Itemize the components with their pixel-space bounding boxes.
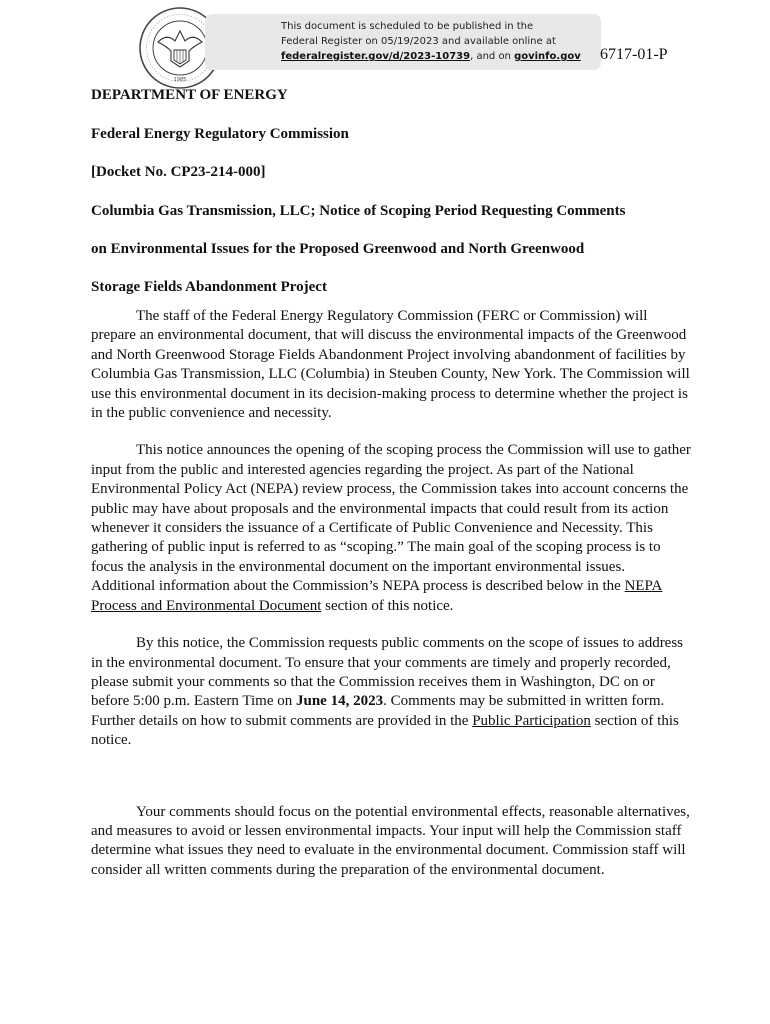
comment-deadline: June 14, 2023 bbox=[295, 693, 384, 710]
billing-code: 6717-01-P bbox=[600, 46, 668, 63]
govinfo-link[interactable]: govinfo.gov bbox=[514, 51, 581, 62]
notice-body bbox=[91, 86, 691, 880]
paragraph-2-end: section of this notice. bbox=[321, 597, 454, 614]
docket-number: [Docket No. CP23-214-000] bbox=[91, 164, 266, 180]
banner-line-1: This document is scheduled to be published in the bbox=[281, 21, 534, 32]
notice-title-line-3: Storage Fields Abandonment Project bbox=[91, 279, 327, 295]
banner-line-3 bbox=[281, 49, 601, 64]
seal-year: 1985 bbox=[173, 77, 187, 83]
notice-title-line-1: Columbia Gas Transmission, LLC; Notice of Scoping Period Requesting Comments bbox=[91, 202, 626, 219]
paragraph-3-text: By this notice, the Commission requests public comments on the scope of issues to address in the environmental document. To ensure that your comments are timely and properly recorded, please submit your comments so that the Commission receives them in Washington, DC on or before 5:00 p.m. Eastern Time on bbox=[91, 635, 684, 710]
banner-connector: , and on bbox=[470, 51, 515, 62]
federal-register-link[interactable]: federalregister.gov/d/2023-10739 bbox=[281, 51, 471, 62]
paragraph-3-end: section of this notice. bbox=[91, 712, 679, 749]
commission-heading: Federal Energy Regulatory Commission bbox=[91, 125, 349, 142]
paragraph-4: Your comments should focus on the potential environmental effects, reasonable alternatives, and measures to avoid or lessen environmental impacts. Your input will help the Commission staff determine what issues they need to evaluate in the environmental document. Commission staff will consider all written comments during the preparation of the environmental document. bbox=[91, 803, 690, 878]
public-participation-link[interactable]: Public Participation bbox=[472, 712, 591, 729]
paragraph-3-middle: . Comments may be submitted in written form. Further details on how to submit comments are provided in the bbox=[91, 693, 665, 729]
paragraph-2-text: This notice announces the opening of the scoping process the Commission will use to gather input from the public and interested agencies regarding the project. As part of the National Environmental Policy Act (NEPA) review process, the Commission takes into account concerns the public may have about proposals and the environmental impacts that could result from its action whenever it considers the issuance of a Certificate of Public Convenience and Necessity. This gathering of public input is referred to as “scoping.” The main goal of the scoping process is to focus the analysis in the environmental document on the important environmental issues. Additional information about the Commission’s NEPA process is described below in the bbox=[91, 442, 691, 595]
paragraph-2 bbox=[91, 441, 691, 616]
nepa-process-link[interactable]: NEPA Process and Environmental Document bbox=[91, 578, 663, 614]
publication-banner bbox=[205, 14, 601, 70]
department-heading: DEPARTMENT OF ENERGY bbox=[91, 87, 288, 103]
paragraph-3 bbox=[91, 634, 691, 750]
paragraph-1: The staff of the Federal Energy Regulatory Commission (FERC or Commission) will prepare an environmental document, that will discuss the environmental impacts of the Greenwood and North Greenwood Storage Fields Abandonment Project involving abandonment of facilities by Columbia Gas Transmission, LLC (Columbia) in Steuben County, New York. The Commission will use this environmental document in its decision-making process to determine whether the project is in the public convenience and necessity. bbox=[91, 308, 690, 422]
notice-title-line-2: on Environmental Issues for the Proposed Greenwood and North Greenwood bbox=[91, 240, 585, 257]
banner-line-2: Federal Register on 05/19/2023 and available online at bbox=[281, 36, 556, 47]
